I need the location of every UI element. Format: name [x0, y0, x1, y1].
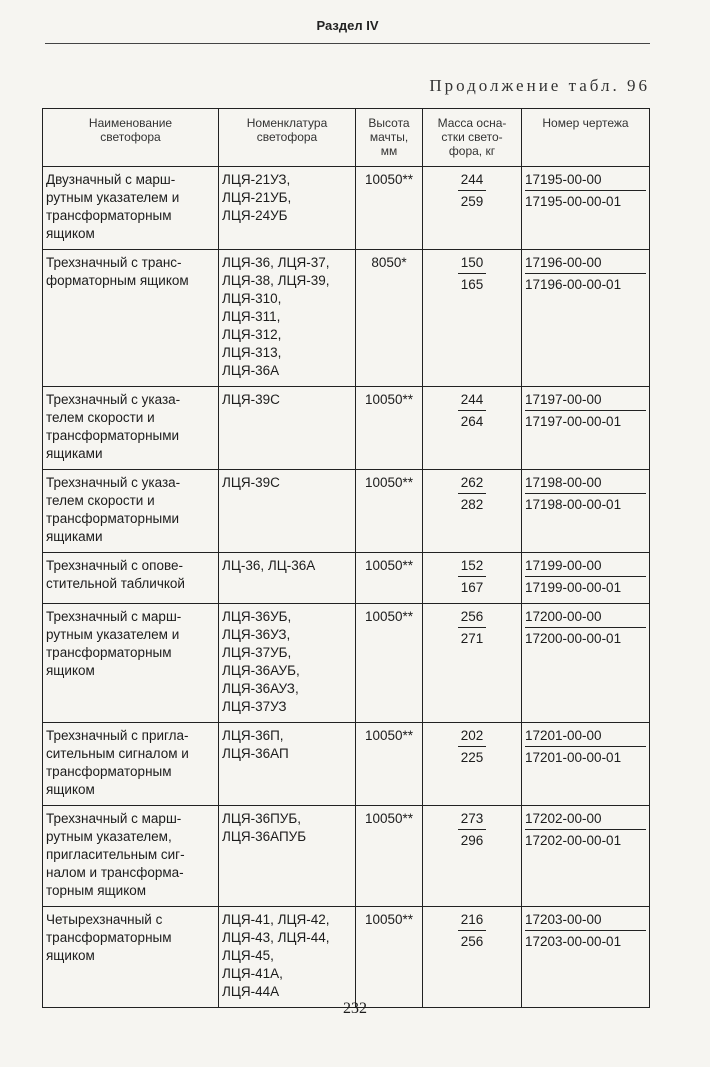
- table-body: [43, 167, 650, 1008]
- mass-fraction: [458, 254, 487, 294]
- mass-top-value: 216: [458, 911, 487, 931]
- mast-height-cell: 10050**: [356, 723, 423, 806]
- signal-name-cell: Трехзначный с указа- телем скорости и трансформаторными ящиками: [43, 470, 219, 553]
- signal-name-cell: Трехзначный с пригла- сительным сигналом и трансформаторным ящиком: [43, 723, 219, 806]
- drawing-number-cell: [522, 167, 650, 250]
- drawing-number-bottom: 17198-00-00-01: [525, 497, 622, 512]
- mass-bottom-value: 264: [460, 414, 484, 429]
- page-number: 232: [343, 1000, 367, 1017]
- mass-top-value: 202: [458, 727, 487, 747]
- table-row: [43, 470, 650, 553]
- nomenclature-cell: ЛЦ-36, ЛЦ-36А: [219, 553, 356, 604]
- mast-height-cell: 8050*: [356, 250, 423, 387]
- column-header-height: Высота мачты, мм: [356, 109, 423, 167]
- drawing-number-top: 17203-00-00: [525, 911, 646, 931]
- section-header: Раздел IV: [45, 18, 650, 44]
- table-row: [43, 806, 650, 907]
- mass-top-value: 262: [458, 474, 487, 494]
- table-row: [43, 387, 650, 470]
- drawing-number-bottom: 17203-00-00-01: [525, 934, 622, 949]
- mass-top-value: 150: [458, 254, 487, 274]
- mass-cell: [423, 387, 522, 470]
- drawing-number-top: 17198-00-00: [525, 474, 646, 494]
- mass-cell: [423, 167, 522, 250]
- column-header-drawing: Номер чертежа: [522, 109, 650, 167]
- signal-table: [42, 108, 650, 1008]
- drawing-number-top: 17195-00-00: [525, 171, 646, 191]
- drawing-number-cell: [522, 604, 650, 723]
- nomenclature-cell: ЛЦЯ-39С: [219, 387, 356, 470]
- table-row: [43, 604, 650, 723]
- drawing-number-cell: [522, 387, 650, 470]
- mass-fraction: [458, 391, 487, 431]
- mass-fraction: [458, 608, 487, 648]
- mast-height-cell: 10050**: [356, 167, 423, 250]
- mass-fraction: [458, 474, 487, 514]
- drawing-number-bottom: 17202-00-00-01: [525, 833, 622, 848]
- nomenclature-cell: ЛЦЯ-39С: [219, 470, 356, 553]
- mass-cell: [423, 604, 522, 723]
- drawing-number-cell: [522, 250, 650, 387]
- drawing-number-bottom: 17200-00-00-01: [525, 631, 622, 646]
- drawing-number-top: 17202-00-00: [525, 810, 646, 830]
- mass-top-value: 273: [458, 810, 487, 830]
- signal-name-cell: Трехзначный с опове- стительной табличкой: [43, 553, 219, 604]
- signal-name-cell: Трехзначный с указа- телем скорости и трансформаторными ящиками: [43, 387, 219, 470]
- drawing-number-bottom: 17197-00-00-01: [525, 414, 622, 429]
- drawing-number-bottom: 17196-00-00-01: [525, 277, 622, 292]
- drawing-number-top: 17196-00-00: [525, 254, 646, 274]
- mass-bottom-value: 256: [460, 934, 484, 949]
- mass-bottom-value: 296: [460, 833, 484, 848]
- mast-height-cell: 10050**: [356, 806, 423, 907]
- mass-bottom-value: 165: [460, 277, 484, 292]
- mass-bottom-value: 259: [460, 194, 484, 209]
- nomenclature-cell: ЛЦЯ-41, ЛЦЯ-42, ЛЦЯ-43, ЛЦЯ-44, ЛЦЯ-45, ЛЦЯ-41А, ЛЦЯ-44А: [219, 907, 356, 1008]
- mass-fraction: [458, 557, 487, 597]
- mass-bottom-value: 271: [460, 631, 484, 646]
- mass-cell: [423, 806, 522, 907]
- mast-height-cell: 10050**: [356, 907, 423, 1008]
- nomenclature-cell: ЛЦЯ-36ПУБ, ЛЦЯ-36АПУБ: [219, 806, 356, 907]
- mass-cell: [423, 250, 522, 387]
- table-row: [43, 907, 650, 1008]
- mass-fraction: [458, 810, 487, 850]
- drawing-number-cell: [522, 907, 650, 1008]
- mass-cell: [423, 553, 522, 604]
- signal-name-cell: Трехзначный с марш- рутным указателем, пригласительным сиг- налом и трансформа- торным ящиком: [43, 806, 219, 907]
- signal-name-cell: Трехзначный с марш- рутным указателем и трансформаторным ящиком: [43, 604, 219, 723]
- table-header-row: [43, 109, 650, 167]
- mass-top-value: 244: [458, 171, 487, 191]
- nomenclature-cell: ЛЦЯ-36П, ЛЦЯ-36АП: [219, 723, 356, 806]
- signal-name-cell: Двузначный с марш- рутным указателем и трансформаторным ящиком: [43, 167, 219, 250]
- nomenclature-cell: ЛЦЯ-36УБ, ЛЦЯ-36УЗ, ЛЦЯ-37УБ, ЛЦЯ-36АУБ, ЛЦЯ-36АУЗ, ЛЦЯ-37УЗ: [219, 604, 356, 723]
- column-header-nomenclature: Номенклатура светофора: [219, 109, 356, 167]
- nomenclature-cell: ЛЦЯ-21УЗ, ЛЦЯ-21УБ, ЛЦЯ-24УБ: [219, 167, 356, 250]
- mass-bottom-value: 282: [460, 497, 484, 512]
- drawing-number-cell: [522, 553, 650, 604]
- drawing-number-bottom: 17201-00-00-01: [525, 750, 622, 765]
- mass-bottom-value: 225: [460, 750, 484, 765]
- drawing-number-cell: [522, 723, 650, 806]
- mast-height-cell: 10050**: [356, 553, 423, 604]
- mass-fraction: [458, 911, 487, 951]
- mass-cell: [423, 907, 522, 1008]
- mass-fraction: [458, 171, 487, 211]
- mass-bottom-value: 167: [460, 580, 484, 595]
- drawing-number-top: 17201-00-00: [525, 727, 646, 747]
- drawing-number-bottom: 17195-00-00-01: [525, 194, 622, 209]
- drawing-number-cell: [522, 470, 650, 553]
- table-row: [43, 553, 650, 604]
- mass-fraction: [458, 727, 487, 767]
- mass-cell: [423, 470, 522, 553]
- table-continuation-caption: Продолжение табл. 96: [429, 76, 650, 95]
- drawing-number-bottom: 17199-00-00-01: [525, 580, 622, 595]
- mast-height-cell: 10050**: [356, 387, 423, 470]
- signal-name-cell: Трехзначный с транс- форматорным ящиком: [43, 250, 219, 387]
- mast-height-cell: 10050**: [356, 470, 423, 553]
- drawing-number-top: 17197-00-00: [525, 391, 646, 411]
- table-row: [43, 167, 650, 250]
- mast-height-cell: 10050**: [356, 604, 423, 723]
- table-row: [43, 723, 650, 806]
- mass-top-value: 244: [458, 391, 487, 411]
- column-header-mass: Масса осна- стки свето- фора, кг: [423, 109, 522, 167]
- drawing-number-top: 17200-00-00: [525, 608, 646, 628]
- nomenclature-cell: ЛЦЯ-36, ЛЦЯ-37, ЛЦЯ-38, ЛЦЯ-39, ЛЦЯ-310, ЛЦЯ-311, ЛЦЯ-312, ЛЦЯ-313, ЛЦЯ-36А: [219, 250, 356, 387]
- signal-name-cell: Четырехзначный с трансформаторным ящиком: [43, 907, 219, 1008]
- mass-cell: [423, 723, 522, 806]
- mass-top-value: 256: [458, 608, 487, 628]
- table-row: [43, 250, 650, 387]
- drawing-number-cell: [522, 806, 650, 907]
- drawing-number-top: 17199-00-00: [525, 557, 646, 577]
- mass-top-value: 152: [458, 557, 487, 577]
- column-header-name: Наименование светофора: [43, 109, 219, 167]
